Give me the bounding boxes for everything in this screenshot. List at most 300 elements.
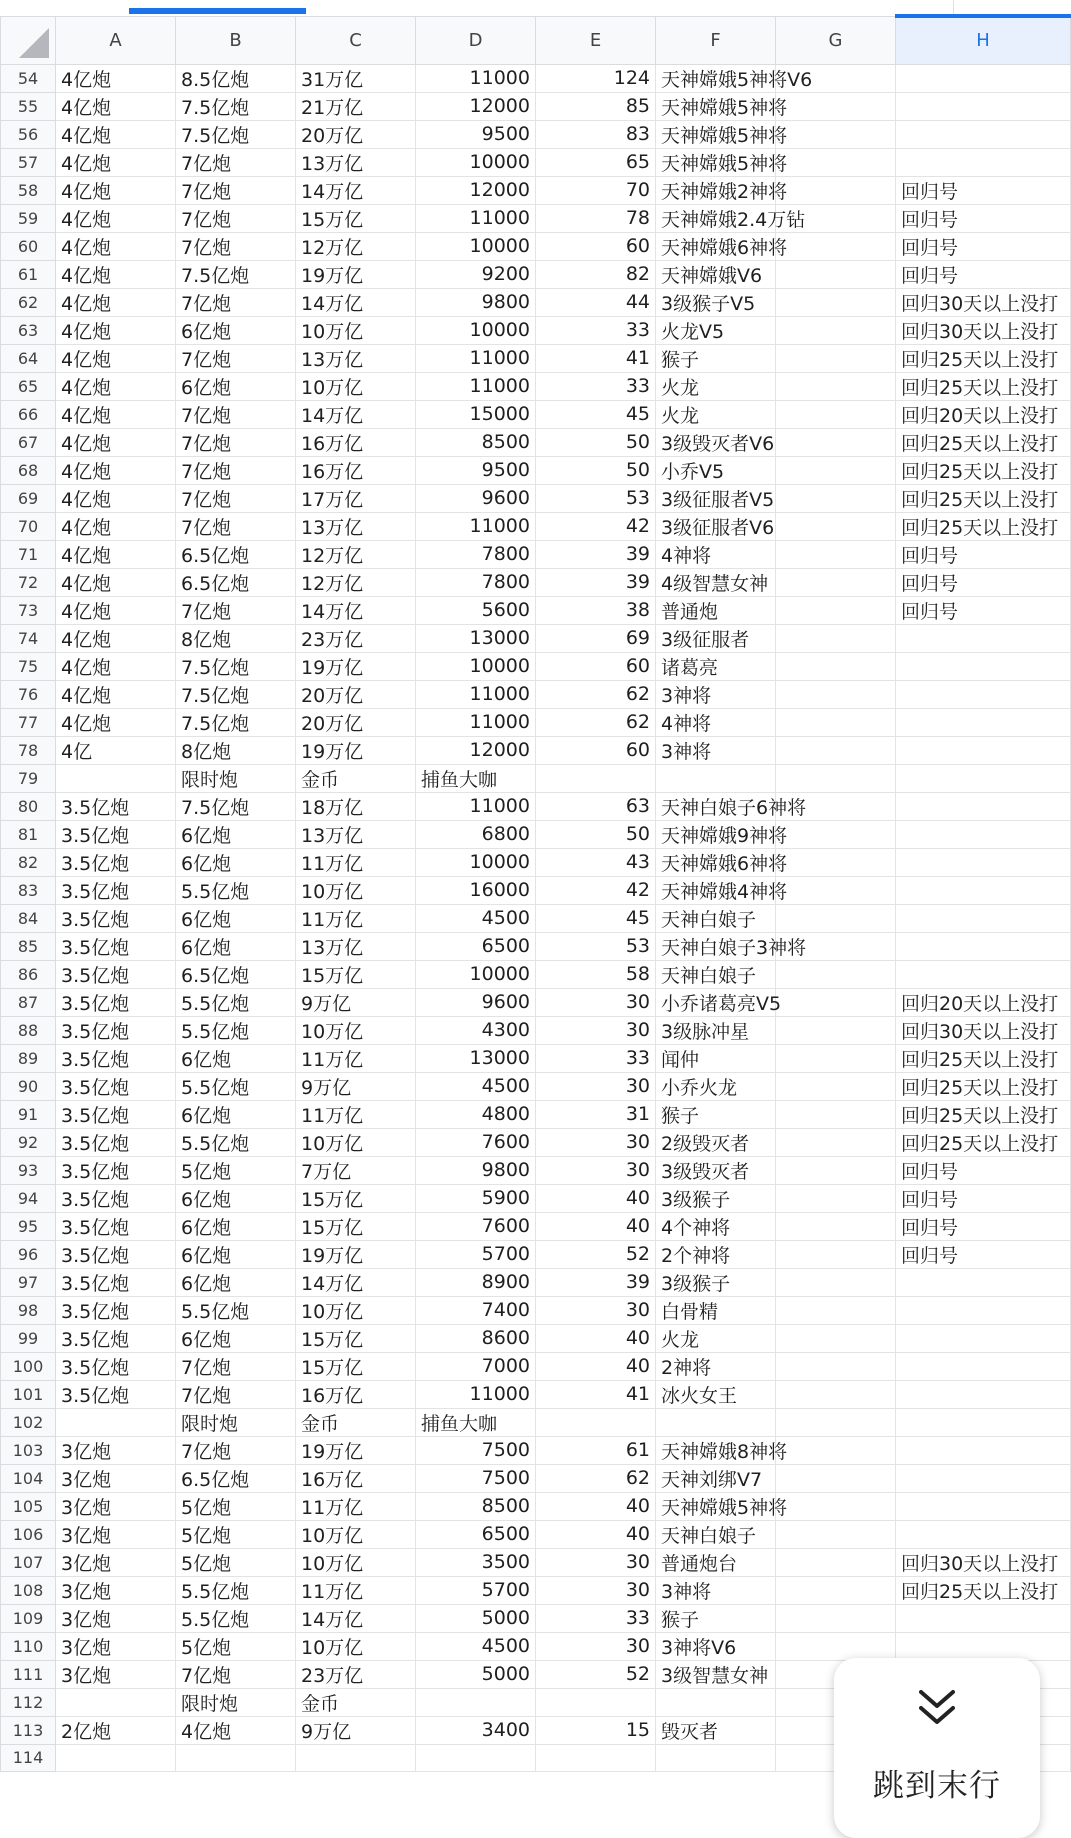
- cell-g[interactable]: [776, 1212, 896, 1240]
- cell-f[interactable]: 2级毁灭者: [656, 1128, 776, 1156]
- cell-g[interactable]: [776, 372, 896, 400]
- cell-d[interactable]: 12000: [416, 176, 536, 204]
- cell-f[interactable]: 小乔V5: [656, 456, 776, 484]
- cell-h[interactable]: 回归20天以上没打: [896, 400, 1071, 428]
- cell-e[interactable]: 60: [536, 652, 656, 680]
- cell-e[interactable]: 52: [536, 1660, 656, 1688]
- row-number[interactable]: 93: [1, 1156, 56, 1184]
- cell-a[interactable]: 3.5亿炮: [56, 1156, 176, 1184]
- cell-e[interactable]: 69: [536, 624, 656, 652]
- cell-d[interactable]: 7800: [416, 540, 536, 568]
- cell-b[interactable]: 7.5亿炮: [176, 680, 296, 708]
- row-number[interactable]: 68: [1, 456, 56, 484]
- column-header-b[interactable]: B: [176, 16, 296, 64]
- cell-h[interactable]: [896, 1464, 1071, 1492]
- cell-g[interactable]: [776, 344, 896, 372]
- cell-e[interactable]: 30: [536, 1016, 656, 1044]
- cell-b[interactable]: 7亿炮: [176, 1660, 296, 1688]
- cell-d[interactable]: 4500: [416, 1072, 536, 1100]
- cell-h[interactable]: [896, 1492, 1071, 1520]
- cell-g[interactable]: [776, 680, 896, 708]
- cell-c[interactable]: 金币: [296, 1408, 416, 1436]
- cell-a[interactable]: 3.5亿炮: [56, 1184, 176, 1212]
- cell-b[interactable]: 5.5亿炮: [176, 1128, 296, 1156]
- cell-h[interactable]: 回归25天以上没打: [896, 484, 1071, 512]
- cell-e[interactable]: 50: [536, 428, 656, 456]
- cell-f[interactable]: [656, 764, 776, 792]
- cell-g[interactable]: [776, 1184, 896, 1212]
- cell-a[interactable]: 4亿炮: [56, 120, 176, 148]
- row-number[interactable]: 109: [1, 1604, 56, 1632]
- row-number[interactable]: 85: [1, 932, 56, 960]
- cell-d[interactable]: 8600: [416, 1324, 536, 1352]
- cell-a[interactable]: 3.5亿炮: [56, 904, 176, 932]
- cell-d[interactable]: 11000: [416, 64, 536, 92]
- cell-b[interactable]: 6亿炮: [176, 1184, 296, 1212]
- cell-b[interactable]: 6亿炮: [176, 1324, 296, 1352]
- cell-d[interactable]: 9200: [416, 260, 536, 288]
- cell-b[interactable]: 5亿炮: [176, 1520, 296, 1548]
- cell-f[interactable]: 白骨精: [656, 1296, 776, 1324]
- cell-e[interactable]: 41: [536, 1380, 656, 1408]
- cell-g[interactable]: [776, 1072, 896, 1100]
- cell-a[interactable]: 3亿炮: [56, 1464, 176, 1492]
- row-number[interactable]: 72: [1, 568, 56, 596]
- row-number[interactable]: 63: [1, 316, 56, 344]
- row-number[interactable]: 91: [1, 1100, 56, 1128]
- cell-e[interactable]: 40: [536, 1212, 656, 1240]
- cell-b[interactable]: 6亿炮: [176, 316, 296, 344]
- cell-h[interactable]: 回归30天以上没打: [896, 1548, 1071, 1576]
- cell-f[interactable]: 3级毁灭者: [656, 1156, 776, 1184]
- cell-c[interactable]: 10万亿: [296, 1128, 416, 1156]
- cell-f[interactable]: 猴子: [656, 1604, 776, 1632]
- cell-b[interactable]: 6.5亿炮: [176, 568, 296, 596]
- cell-e[interactable]: 40: [536, 1492, 656, 1520]
- cell-h[interactable]: [896, 652, 1071, 680]
- cell-a[interactable]: 3.5亿炮: [56, 1212, 176, 1240]
- cell-b[interactable]: 4亿炮: [176, 1716, 296, 1744]
- cell-h[interactable]: 回归号: [896, 232, 1071, 260]
- cell-g[interactable]: [776, 1268, 896, 1296]
- cell-e[interactable]: [536, 1408, 656, 1436]
- cell-d[interactable]: 11000: [416, 680, 536, 708]
- cell-h[interactable]: [896, 1268, 1071, 1296]
- cell-d[interactable]: 5700: [416, 1576, 536, 1604]
- row-number[interactable]: 103: [1, 1436, 56, 1464]
- cell-b[interactable]: 6亿炮: [176, 1268, 296, 1296]
- cell-d[interactable]: 7600: [416, 1128, 536, 1156]
- cell-d[interactable]: 4800: [416, 1100, 536, 1128]
- cell-e[interactable]: 38: [536, 596, 656, 624]
- row-number[interactable]: 65: [1, 372, 56, 400]
- cell-h[interactable]: [896, 1436, 1071, 1464]
- cell-h[interactable]: 回归号: [896, 176, 1071, 204]
- row-number[interactable]: 106: [1, 1520, 56, 1548]
- cell-h[interactable]: [896, 92, 1071, 120]
- row-number[interactable]: 88: [1, 1016, 56, 1044]
- row-number[interactable]: 55: [1, 92, 56, 120]
- cell-a[interactable]: 4亿炮: [56, 344, 176, 372]
- cell-g[interactable]: [776, 484, 896, 512]
- cell-f[interactable]: 天神白娘子: [656, 960, 776, 988]
- cell-h[interactable]: 回归25天以上没打: [896, 1100, 1071, 1128]
- cell-d[interactable]: 4500: [416, 1632, 536, 1660]
- cell-c[interactable]: 19万亿: [296, 1436, 416, 1464]
- cell-a[interactable]: 3.5亿炮: [56, 1240, 176, 1268]
- cell-f[interactable]: 3级毁灭者V6: [656, 428, 776, 456]
- cell-c[interactable]: 18万亿: [296, 792, 416, 820]
- cell-b[interactable]: 6亿炮: [176, 820, 296, 848]
- cell-h[interactable]: 回归25天以上没打: [896, 372, 1071, 400]
- cell-f[interactable]: [656, 1408, 776, 1436]
- cell-e[interactable]: 62: [536, 1464, 656, 1492]
- cell-g[interactable]: [776, 1324, 896, 1352]
- cell-g[interactable]: [776, 92, 896, 120]
- cell-b[interactable]: 7亿炮: [176, 400, 296, 428]
- cell-d[interactable]: 16000: [416, 876, 536, 904]
- cell-c[interactable]: 10万亿: [296, 1520, 416, 1548]
- cell-f[interactable]: 2神将: [656, 1352, 776, 1380]
- row-number[interactable]: 70: [1, 512, 56, 540]
- row-number[interactable]: 90: [1, 1072, 56, 1100]
- row-number[interactable]: 84: [1, 904, 56, 932]
- cell-c[interactable]: 15万亿: [296, 204, 416, 232]
- cell-b[interactable]: 8亿炮: [176, 624, 296, 652]
- cell-b[interactable]: 6亿炮: [176, 372, 296, 400]
- cell-e[interactable]: 30: [536, 1296, 656, 1324]
- cell-h[interactable]: [896, 1380, 1071, 1408]
- cell-e[interactable]: [536, 1744, 656, 1772]
- cell-h[interactable]: 回归25天以上没打: [896, 1128, 1071, 1156]
- jump-to-last-row-button[interactable]: [834, 1658, 1040, 1838]
- cell-g[interactable]: [776, 1100, 896, 1128]
- cell-a[interactable]: 3.5亿炮: [56, 1296, 176, 1324]
- column-header-f[interactable]: F: [656, 16, 776, 64]
- cell-e[interactable]: 62: [536, 708, 656, 736]
- row-number[interactable]: 71: [1, 540, 56, 568]
- cell-e[interactable]: 65: [536, 148, 656, 176]
- cell-h[interactable]: 回归号: [896, 596, 1071, 624]
- cell-c[interactable]: 13万亿: [296, 932, 416, 960]
- cell-c[interactable]: 10万亿: [296, 316, 416, 344]
- cell-b[interactable]: 6亿炮: [176, 1212, 296, 1240]
- cell-e[interactable]: 53: [536, 484, 656, 512]
- cell-e[interactable]: 30: [536, 1632, 656, 1660]
- cell-h[interactable]: [896, 1604, 1071, 1632]
- cell-a[interactable]: 4亿炮: [56, 148, 176, 176]
- cell-c[interactable]: 11万亿: [296, 848, 416, 876]
- cell-g[interactable]: [776, 1240, 896, 1268]
- cell-e[interactable]: 43: [536, 848, 656, 876]
- cell-h[interactable]: 回归25天以上没打: [896, 1576, 1071, 1604]
- cell-b[interactable]: 5亿炮: [176, 1156, 296, 1184]
- cell-f[interactable]: 火龙: [656, 372, 776, 400]
- cell-h[interactable]: [896, 904, 1071, 932]
- cell-c[interactable]: 15万亿: [296, 960, 416, 988]
- cell-h[interactable]: [896, 148, 1071, 176]
- cell-g[interactable]: [776, 624, 896, 652]
- row-number[interactable]: 111: [1, 1660, 56, 1688]
- cell-h[interactable]: 回归号: [896, 1240, 1071, 1268]
- cell-f[interactable]: [656, 1688, 776, 1716]
- cell-a[interactable]: [56, 764, 176, 792]
- cell-d[interactable]: 7500: [416, 1464, 536, 1492]
- cell-b[interactable]: 6.5亿炮: [176, 1464, 296, 1492]
- cell-e[interactable]: 41: [536, 344, 656, 372]
- cell-f[interactable]: 3神将: [656, 1576, 776, 1604]
- cell-f[interactable]: 小乔火龙: [656, 1072, 776, 1100]
- cell-b[interactable]: 7亿炮: [176, 288, 296, 316]
- cell-h[interactable]: [896, 708, 1071, 736]
- cell-b[interactable]: 6亿炮: [176, 1240, 296, 1268]
- cell-d[interactable]: 8500: [416, 428, 536, 456]
- cell-h[interactable]: 回归25天以上没打: [896, 1044, 1071, 1072]
- cell-f[interactable]: 天神嫦娥5神将: [656, 1492, 776, 1520]
- cell-d[interactable]: 7000: [416, 1352, 536, 1380]
- cell-g[interactable]: [776, 764, 896, 792]
- cell-c[interactable]: 15万亿: [296, 1212, 416, 1240]
- cell-c[interactable]: 14万亿: [296, 596, 416, 624]
- cell-f[interactable]: 猴子: [656, 344, 776, 372]
- cell-d[interactable]: 11000: [416, 708, 536, 736]
- cell-b[interactable]: 7亿炮: [176, 428, 296, 456]
- cell-c[interactable]: 12万亿: [296, 540, 416, 568]
- cell-b[interactable]: 7亿炮: [176, 1380, 296, 1408]
- row-number[interactable]: 104: [1, 1464, 56, 1492]
- cell-a[interactable]: 4亿炮: [56, 316, 176, 344]
- cell-b[interactable]: 限时炮: [176, 1688, 296, 1716]
- cell-b[interactable]: 7.5亿炮: [176, 652, 296, 680]
- cell-a[interactable]: 4亿炮: [56, 596, 176, 624]
- cell-b[interactable]: 7.5亿炮: [176, 92, 296, 120]
- cell-g[interactable]: [776, 1464, 896, 1492]
- cell-f[interactable]: 4神将: [656, 540, 776, 568]
- cell-a[interactable]: 3亿炮: [56, 1604, 176, 1632]
- cell-h[interactable]: [896, 680, 1071, 708]
- column-header-h[interactable]: H: [896, 16, 1071, 64]
- cell-b[interactable]: 6亿炮: [176, 904, 296, 932]
- cell-g[interactable]: [776, 596, 896, 624]
- cell-f[interactable]: 天神嫦娥2.4万钻: [656, 204, 776, 232]
- cell-f[interactable]: 天神嫦娥5神将: [656, 148, 776, 176]
- cell-g[interactable]: [776, 960, 896, 988]
- cell-b[interactable]: 8亿炮: [176, 736, 296, 764]
- cell-g[interactable]: [776, 120, 896, 148]
- cell-g[interactable]: [776, 708, 896, 736]
- cell-c[interactable]: 20万亿: [296, 120, 416, 148]
- cell-f[interactable]: 天神嫦娥5神将V6: [656, 64, 776, 92]
- cell-h[interactable]: 回归25天以上没打: [896, 1072, 1071, 1100]
- cell-a[interactable]: 3.5亿炮: [56, 932, 176, 960]
- cell-b[interactable]: 5亿炮: [176, 1548, 296, 1576]
- cell-g[interactable]: [776, 1296, 896, 1324]
- cell-f[interactable]: 天神刘绑V7: [656, 1464, 776, 1492]
- cell-f[interactable]: 天神嫦娥8神将: [656, 1436, 776, 1464]
- cell-a[interactable]: 4亿炮: [56, 428, 176, 456]
- select-all-corner[interactable]: [1, 16, 56, 64]
- cell-g[interactable]: [776, 568, 896, 596]
- cell-a[interactable]: 4亿炮: [56, 652, 176, 680]
- cell-h[interactable]: [896, 1632, 1071, 1660]
- cell-e[interactable]: 63: [536, 792, 656, 820]
- cell-b[interactable]: 6亿炮: [176, 1044, 296, 1072]
- cell-e[interactable]: [536, 764, 656, 792]
- cell-f[interactable]: 天神嫦娥V6: [656, 260, 776, 288]
- cell-b[interactable]: 限时炮: [176, 764, 296, 792]
- cell-e[interactable]: 39: [536, 540, 656, 568]
- cell-b[interactable]: 5.5亿炮: [176, 1016, 296, 1044]
- cell-e[interactable]: 30: [536, 1072, 656, 1100]
- row-number[interactable]: 79: [1, 764, 56, 792]
- cell-c[interactable]: 20万亿: [296, 680, 416, 708]
- cell-d[interactable]: 7400: [416, 1296, 536, 1324]
- cell-b[interactable]: 限时炮: [176, 1408, 296, 1436]
- cell-g[interactable]: [776, 1352, 896, 1380]
- row-number[interactable]: 96: [1, 1240, 56, 1268]
- column-header-c[interactable]: C: [296, 16, 416, 64]
- cell-b[interactable]: [176, 1744, 296, 1772]
- cell-c[interactable]: 9万亿: [296, 988, 416, 1016]
- row-number[interactable]: 62: [1, 288, 56, 316]
- cell-d[interactable]: 6800: [416, 820, 536, 848]
- cell-c[interactable]: 23万亿: [296, 624, 416, 652]
- row-number[interactable]: 60: [1, 232, 56, 260]
- cell-e[interactable]: 53: [536, 932, 656, 960]
- cell-f[interactable]: 3级征服者V6: [656, 512, 776, 540]
- row-number[interactable]: 56: [1, 120, 56, 148]
- cell-d[interactable]: [416, 1744, 536, 1772]
- cell-a[interactable]: 3亿炮: [56, 1660, 176, 1688]
- cell-d[interactable]: 5000: [416, 1660, 536, 1688]
- cell-e[interactable]: 52: [536, 1240, 656, 1268]
- cell-c[interactable]: 16万亿: [296, 456, 416, 484]
- cell-c[interactable]: 10万亿: [296, 876, 416, 904]
- cell-b[interactable]: 5亿炮: [176, 1632, 296, 1660]
- cell-a[interactable]: 4亿炮: [56, 288, 176, 316]
- cell-e[interactable]: 50: [536, 456, 656, 484]
- cell-a[interactable]: 4亿炮: [56, 400, 176, 428]
- cell-c[interactable]: 11万亿: [296, 1100, 416, 1128]
- cell-g[interactable]: [776, 848, 896, 876]
- cell-a[interactable]: 3亿炮: [56, 1548, 176, 1576]
- cell-g[interactable]: [776, 1128, 896, 1156]
- cell-c[interactable]: 14万亿: [296, 288, 416, 316]
- cell-c[interactable]: 14万亿: [296, 400, 416, 428]
- cell-d[interactable]: 11000: [416, 792, 536, 820]
- cell-d[interactable]: 11000: [416, 204, 536, 232]
- cell-d[interactable]: 11000: [416, 372, 536, 400]
- cell-f[interactable]: 天神嫦娥6神将: [656, 232, 776, 260]
- cell-d[interactable]: 7600: [416, 1212, 536, 1240]
- cell-e[interactable]: [536, 1688, 656, 1716]
- cell-d[interactable]: 10000: [416, 848, 536, 876]
- cell-b[interactable]: 7亿炮: [176, 232, 296, 260]
- cell-e[interactable]: 30: [536, 1548, 656, 1576]
- cell-c[interactable]: 9万亿: [296, 1716, 416, 1744]
- cell-d[interactable]: 12000: [416, 736, 536, 764]
- cell-c[interactable]: 金币: [296, 1688, 416, 1716]
- cell-g[interactable]: [776, 1632, 896, 1660]
- cell-d[interactable]: 11000: [416, 512, 536, 540]
- cell-b[interactable]: 5.5亿炮: [176, 1604, 296, 1632]
- cell-f[interactable]: 闻仲: [656, 1044, 776, 1072]
- row-number[interactable]: 108: [1, 1576, 56, 1604]
- cell-b[interactable]: 6.5亿炮: [176, 960, 296, 988]
- cell-d[interactable]: 11000: [416, 344, 536, 372]
- row-number[interactable]: 94: [1, 1184, 56, 1212]
- cell-d[interactable]: 10000: [416, 148, 536, 176]
- cell-h[interactable]: [896, 792, 1071, 820]
- cell-h[interactable]: [896, 764, 1071, 792]
- cell-e[interactable]: 82: [536, 260, 656, 288]
- cell-e[interactable]: 40: [536, 1184, 656, 1212]
- cell-a[interactable]: 3.5亿炮: [56, 1128, 176, 1156]
- row-number[interactable]: 64: [1, 344, 56, 372]
- cell-b[interactable]: 5.5亿炮: [176, 988, 296, 1016]
- cell-g[interactable]: [776, 456, 896, 484]
- cell-f[interactable]: 普通炮台: [656, 1548, 776, 1576]
- cell-d[interactable]: 9600: [416, 484, 536, 512]
- cell-g[interactable]: [776, 232, 896, 260]
- cell-d[interactable]: 3400: [416, 1716, 536, 1744]
- cell-g[interactable]: [776, 1016, 896, 1044]
- row-number[interactable]: 112: [1, 1688, 56, 1716]
- cell-g[interactable]: [776, 1436, 896, 1464]
- cell-e[interactable]: 30: [536, 1128, 656, 1156]
- cell-a[interactable]: 3.5亿炮: [56, 1352, 176, 1380]
- cell-c[interactable]: 15万亿: [296, 1324, 416, 1352]
- cell-g[interactable]: [776, 1576, 896, 1604]
- cell-f[interactable]: 3级征服者V5: [656, 484, 776, 512]
- cell-d[interactable]: 8500: [416, 1492, 536, 1520]
- cell-c[interactable]: 23万亿: [296, 1660, 416, 1688]
- cell-d[interactable]: 9800: [416, 288, 536, 316]
- cell-f[interactable]: 3级猴子: [656, 1184, 776, 1212]
- cell-f[interactable]: 3神将: [656, 680, 776, 708]
- cell-f[interactable]: 3级猴子V5: [656, 288, 776, 316]
- cell-a[interactable]: 3.5亿炮: [56, 1380, 176, 1408]
- cell-d[interactable]: 10000: [416, 316, 536, 344]
- cell-f[interactable]: 火龙V5: [656, 316, 776, 344]
- cell-d[interactable]: 11000: [416, 1380, 536, 1408]
- cell-h[interactable]: 回归30天以上没打: [896, 288, 1071, 316]
- cell-f[interactable]: 天神白娘子: [656, 904, 776, 932]
- cell-h[interactable]: [896, 1352, 1071, 1380]
- cell-c[interactable]: [296, 1744, 416, 1772]
- cell-a[interactable]: 4亿炮: [56, 372, 176, 400]
- cell-h[interactable]: 回归30天以上没打: [896, 316, 1071, 344]
- cell-b[interactable]: 5.5亿炮: [176, 1296, 296, 1324]
- column-header-g[interactable]: G: [776, 16, 896, 64]
- cell-c[interactable]: 31万亿: [296, 64, 416, 92]
- cell-f[interactable]: 4个神将: [656, 1212, 776, 1240]
- cell-a[interactable]: 3.5亿炮: [56, 1100, 176, 1128]
- cell-a[interactable]: 4亿炮: [56, 176, 176, 204]
- cell-h[interactable]: 回归25天以上没打: [896, 344, 1071, 372]
- cell-a[interactable]: 4亿炮: [56, 232, 176, 260]
- cell-d[interactable]: 9500: [416, 456, 536, 484]
- cell-c[interactable]: 11万亿: [296, 1492, 416, 1520]
- cell-d[interactable]: 3500: [416, 1548, 536, 1576]
- cell-g[interactable]: [776, 988, 896, 1016]
- cell-c[interactable]: 16万亿: [296, 1464, 416, 1492]
- cell-a[interactable]: 3.5亿炮: [56, 988, 176, 1016]
- row-number[interactable]: 69: [1, 484, 56, 512]
- cell-a[interactable]: 3.5亿炮: [56, 820, 176, 848]
- cell-h[interactable]: [896, 876, 1071, 904]
- cell-c[interactable]: 13万亿: [296, 512, 416, 540]
